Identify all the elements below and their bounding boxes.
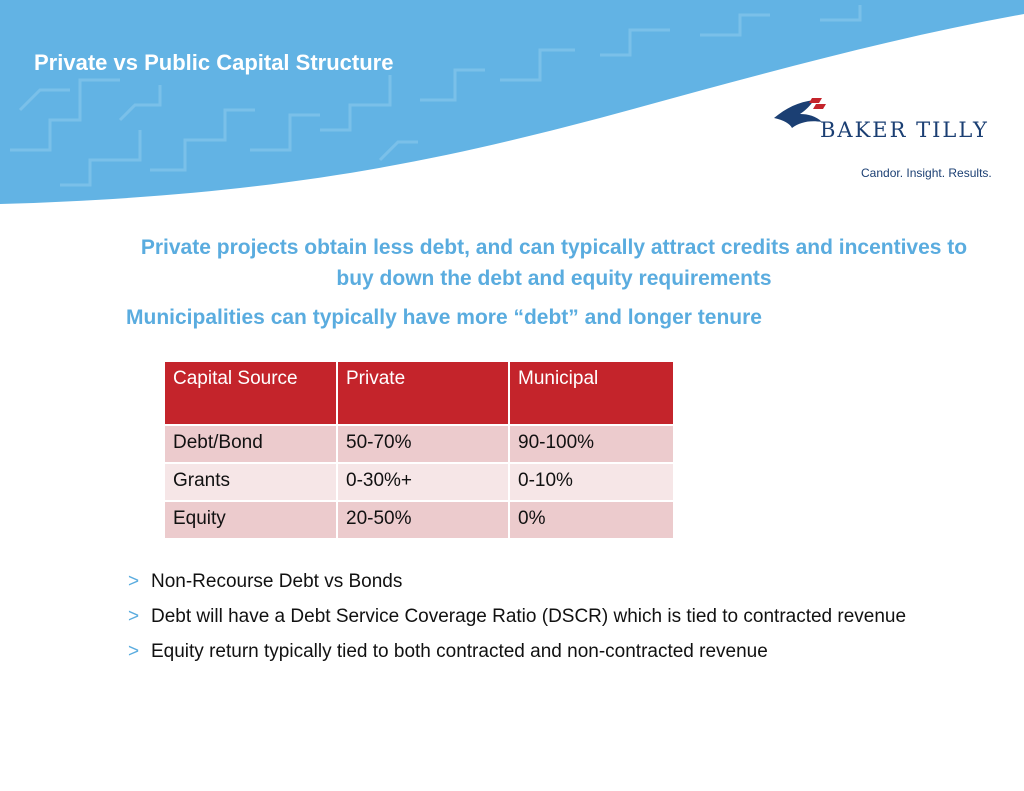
logo-wordmark: BAKER TILLY	[820, 118, 989, 142]
table-cell: Grants	[164, 463, 337, 501]
table-row	[164, 425, 674, 463]
header-capital-source: Capital Source	[164, 361, 337, 425]
table-cell: 0-30%+	[337, 463, 509, 501]
table-cell: 50-70%	[337, 425, 509, 463]
table-cell: 0%	[509, 501, 674, 539]
table-row	[164, 463, 674, 501]
baker-tilly-logo	[772, 96, 992, 186]
header-private: Private	[337, 361, 509, 425]
slide-title: Private vs Public Capital Structure	[34, 50, 394, 75]
table-cell: Debt/Bond	[164, 425, 337, 463]
table-cell: 20-50%	[337, 501, 509, 539]
table-cell: Equity	[164, 501, 337, 539]
table-row	[164, 501, 674, 539]
list-item	[128, 568, 928, 595]
intro-text	[126, 232, 982, 333]
intro-line-municipal: Municipalities can typically have more “debt” and longer tenure	[126, 306, 762, 329]
header-municipal: Municipal	[509, 361, 674, 425]
bullet-marker-icon: >	[128, 606, 140, 627]
table-cell: 0-10%	[509, 463, 674, 501]
bullet-marker-icon: >	[128, 641, 140, 662]
intro-line-private: Private projects obtain less debt, and can typically attract credits and incentives to buy down the debt and equity requirements	[140, 236, 968, 290]
table-header-row	[164, 361, 674, 425]
bullet-text: Equity return typically tied to both contracted and non-contracted revenue	[151, 641, 768, 662]
list-item	[128, 638, 928, 665]
bullet-marker-icon: >	[128, 571, 140, 592]
bullet-text: Debt will have a Debt Service Coverage Ratio (DSCR) which is tied to contracted revenue	[151, 606, 907, 627]
list-item	[128, 603, 928, 630]
bullet-list	[128, 568, 928, 673]
capital-structure-table	[163, 360, 675, 540]
table-cell: 90-100%	[509, 425, 674, 463]
logo-tagline: Candor. Insight. Results.	[861, 166, 992, 180]
bullet-text: Non-Recourse Debt vs Bonds	[151, 571, 403, 592]
